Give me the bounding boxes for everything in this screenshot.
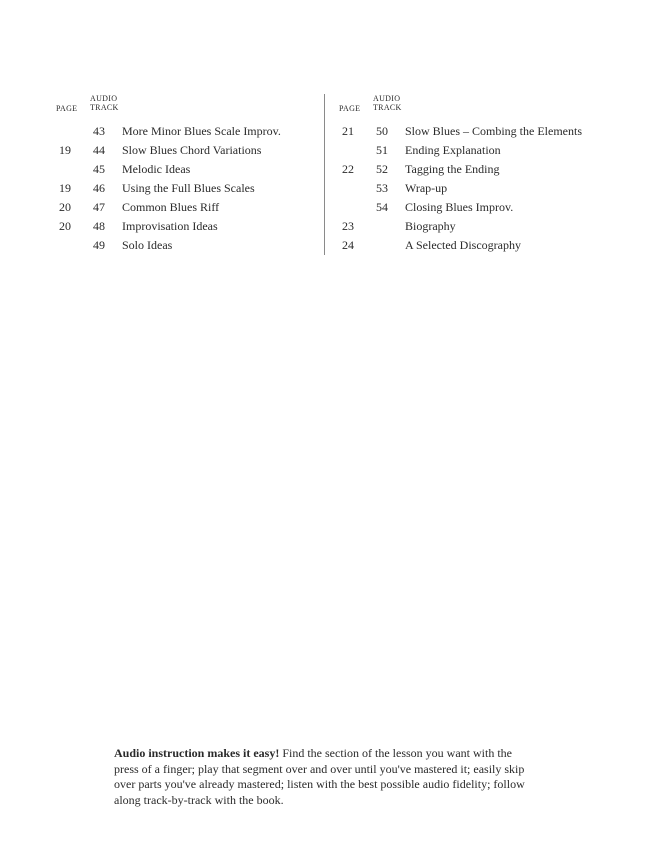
row-page: 19 — [59, 181, 71, 195]
row-track: 50 — [376, 124, 388, 138]
row-title: Slow Blues – Combing the Elements — [405, 124, 582, 138]
row-title: More Minor Blues Scale Improv. — [122, 124, 281, 138]
header-track: TRACK — [90, 103, 119, 112]
row-title: Improvisation Ideas — [122, 219, 218, 233]
toc-right-column — [324, 94, 639, 255]
toc-row — [56, 179, 316, 198]
row-track: 54 — [376, 200, 388, 214]
toc-header — [56, 94, 316, 118]
note-lead: Audio instruction makes it easy! — [114, 746, 280, 760]
toc-row — [339, 141, 639, 160]
toc-row — [56, 236, 316, 255]
row-title: Solo Ideas — [122, 238, 173, 252]
row-title: A Selected Discography — [405, 238, 521, 252]
row-page: 24 — [342, 238, 354, 252]
row-title: Melodic Ideas — [122, 162, 191, 176]
toc-header — [339, 94, 639, 118]
toc-row — [56, 122, 316, 141]
row-title: Common Blues Riff — [122, 200, 220, 214]
header-page: PAGE — [339, 104, 361, 113]
toc-row — [339, 198, 639, 217]
row-track: 45 — [93, 162, 105, 176]
row-track: 46 — [93, 181, 105, 195]
row-track: 43 — [93, 124, 105, 138]
header-audio: AUDIO — [373, 94, 401, 103]
row-title: Ending Explanation — [405, 143, 501, 157]
row-title: Tagging the Ending — [405, 162, 500, 176]
header-audio-track — [90, 94, 119, 112]
row-page: 21 — [342, 124, 354, 138]
note-body: Find the section of the lesson you want with the press of a finger; play that segment over and over until you've mastered it; easily skip over parts you've already mastered; listen with the best possible audio fidelity; follow along track-by-track with the book. — [114, 746, 525, 807]
row-title: Biography — [405, 219, 456, 233]
toc-row — [339, 160, 639, 179]
row-track: 52 — [376, 162, 388, 176]
row-title: Closing Blues Improv. — [405, 200, 514, 214]
row-track: 47 — [93, 200, 105, 214]
audio-instruction-note — [114, 746, 538, 808]
row-track: 44 — [93, 143, 105, 157]
row-page: 20 — [59, 200, 71, 214]
toc-row — [339, 236, 639, 255]
toc-rows — [339, 122, 639, 255]
row-track: 51 — [376, 143, 388, 157]
row-page: 23 — [342, 219, 354, 233]
row-page: 20 — [59, 219, 71, 233]
header-track: TRACK — [373, 103, 402, 112]
row-track: 48 — [93, 219, 105, 233]
row-page: 22 — [342, 162, 354, 176]
toc-row — [339, 217, 639, 236]
row-title: Wrap-up — [405, 181, 448, 195]
toc-left-column — [56, 94, 316, 255]
toc-row — [339, 179, 639, 198]
header-audio: AUDIO — [90, 94, 118, 103]
row-page: 19 — [59, 143, 71, 157]
toc-rows — [56, 122, 316, 255]
header-audio-track — [373, 94, 402, 112]
toc-row — [56, 217, 316, 236]
toc-row — [56, 198, 316, 217]
toc-row — [56, 141, 316, 160]
row-title: Slow Blues Chord Variations — [122, 143, 262, 157]
toc-row — [56, 160, 316, 179]
row-track: 49 — [93, 238, 105, 252]
row-track: 53 — [376, 181, 388, 195]
header-page: PAGE — [56, 104, 78, 113]
toc-row — [339, 122, 639, 141]
row-title: Using the Full Blues Scales — [122, 181, 255, 195]
